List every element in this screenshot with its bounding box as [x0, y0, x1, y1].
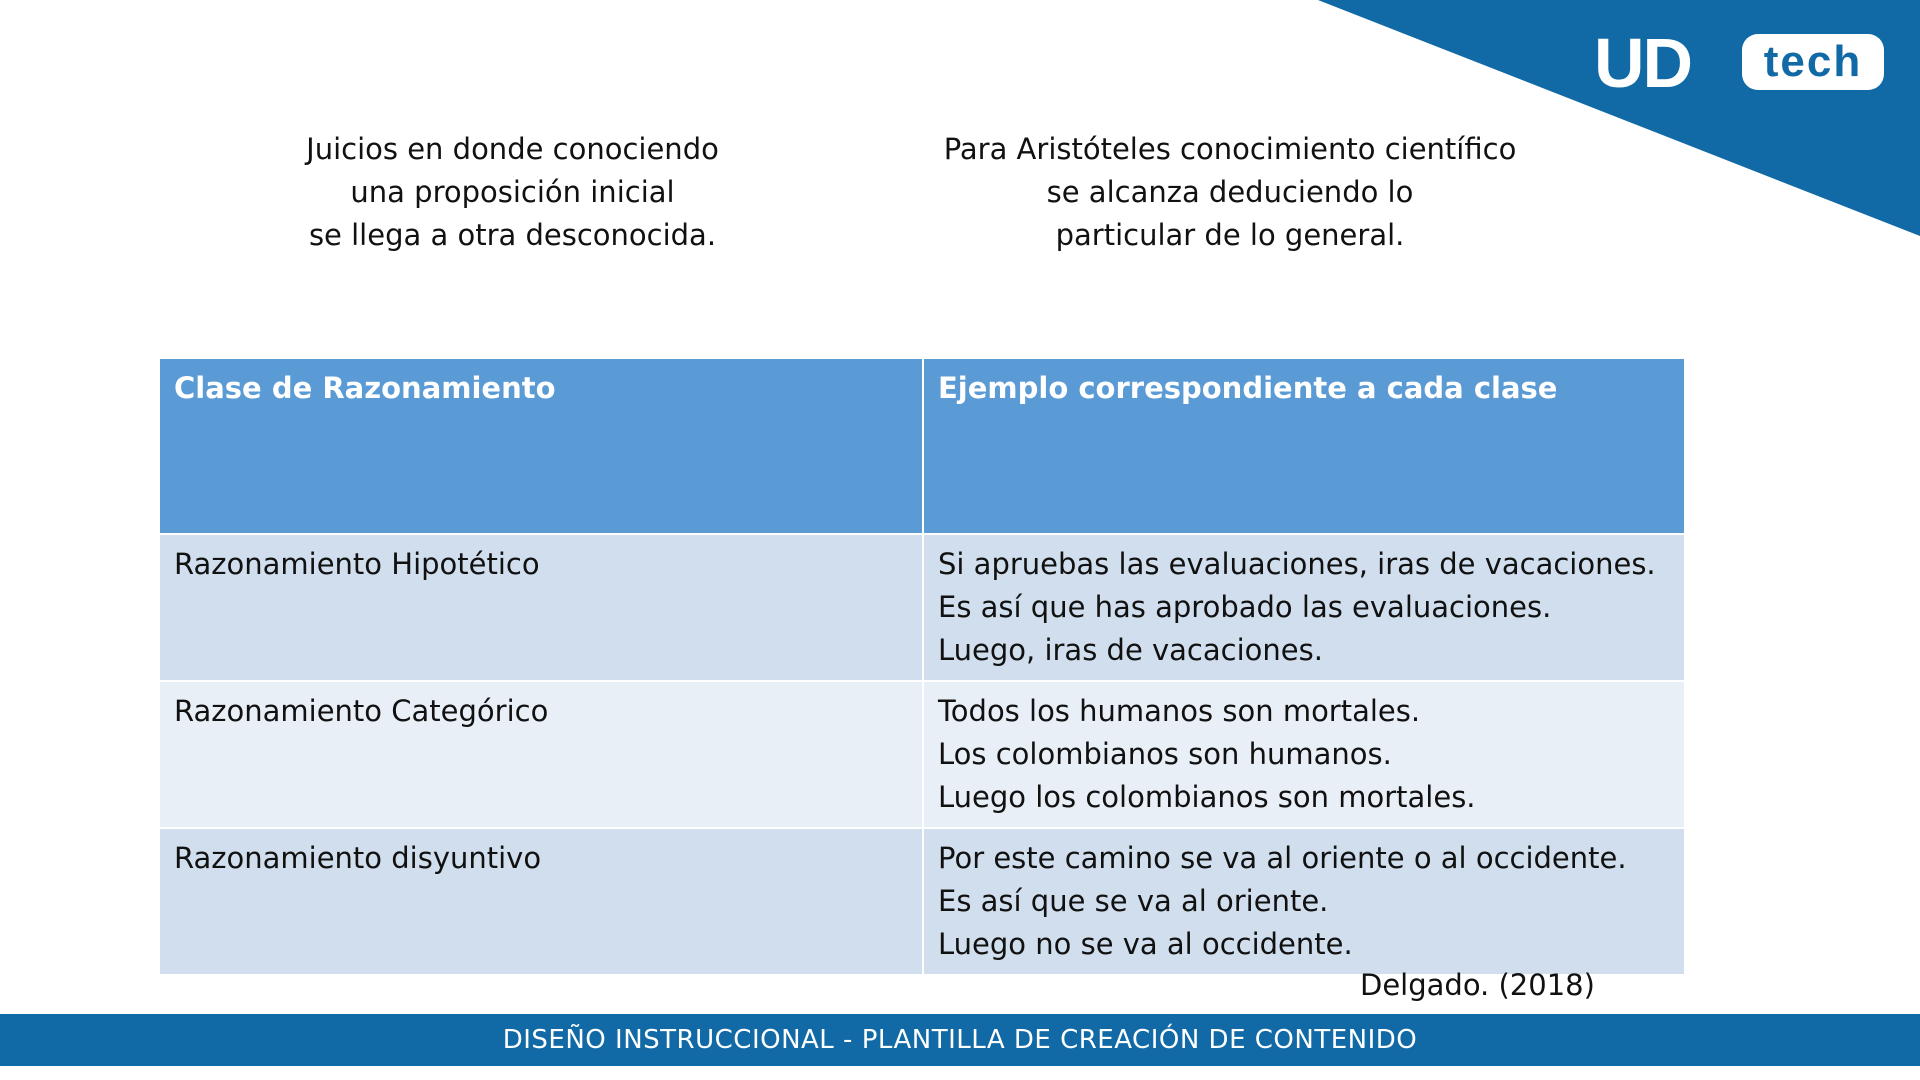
- logo-tech-pill: [1742, 34, 1884, 90]
- logo-tech-text: tech: [1763, 37, 1863, 86]
- udi-tech-logo: [1594, 24, 1894, 102]
- intro-left-line: se llega a otra desconocida.: [308, 218, 717, 252]
- example-line: Luego los colombianos son mortales.: [938, 780, 1476, 814]
- example-line: Luego, iras de vacaciones.: [938, 633, 1323, 667]
- logo-ud-text: UD: [1594, 24, 1692, 102]
- cell-clase: Razonamiento Categórico: [159, 681, 923, 828]
- example-line: Es así que se va al oriente.: [938, 884, 1329, 918]
- intro-right-line: Para Aristóteles conocimiento científico: [943, 132, 1517, 166]
- cell-ejemplo: [923, 828, 1685, 975]
- example-line: Todos los humanos son mortales.: [938, 694, 1421, 728]
- table-row: [159, 681, 1685, 828]
- header-clase: Clase de Razonamiento: [159, 358, 923, 534]
- intro-definition-right: [900, 128, 1560, 257]
- example-line: Es así que has aprobado las evaluaciones.: [938, 590, 1552, 624]
- footer-text: DISEÑO INSTRUCCIONAL - PLANTILLA DE CREACIÓN DE CONTENIDO: [502, 1025, 1418, 1055]
- table-row: [159, 828, 1685, 975]
- citation: Delgado. (2018): [1360, 968, 1595, 1002]
- header-ejemplo: Ejemplo correspondiente a cada clase: [923, 358, 1685, 534]
- table-row: [159, 534, 1685, 681]
- cell-clase: Razonamiento Hipotético: [159, 534, 923, 681]
- example-line: Los colombianos son humanos.: [938, 737, 1392, 771]
- intro-definition-left: [230, 128, 795, 257]
- table-header-row: [159, 358, 1685, 534]
- example-line: Luego no se va al occidente.: [938, 927, 1353, 961]
- cell-ejemplo: [923, 681, 1685, 828]
- intro-left-line: una proposición inicial: [350, 175, 675, 209]
- intro-right-line: particular de lo general.: [1055, 218, 1405, 252]
- example-line: Por este camino se va al oriente o al occidente.: [938, 841, 1627, 875]
- cell-clase: Razonamiento disyuntivo: [159, 828, 923, 975]
- intro-left-line: Juicios en donde conociendo: [306, 132, 719, 166]
- example-line: Si apruebas las evaluaciones, iras de vacaciones.: [938, 547, 1656, 581]
- intro-right-line: se alcanza deduciendo lo: [1046, 175, 1414, 209]
- reasoning-table: [158, 357, 1686, 976]
- cell-ejemplo: [923, 534, 1685, 681]
- footer-bar: [0, 1014, 1920, 1066]
